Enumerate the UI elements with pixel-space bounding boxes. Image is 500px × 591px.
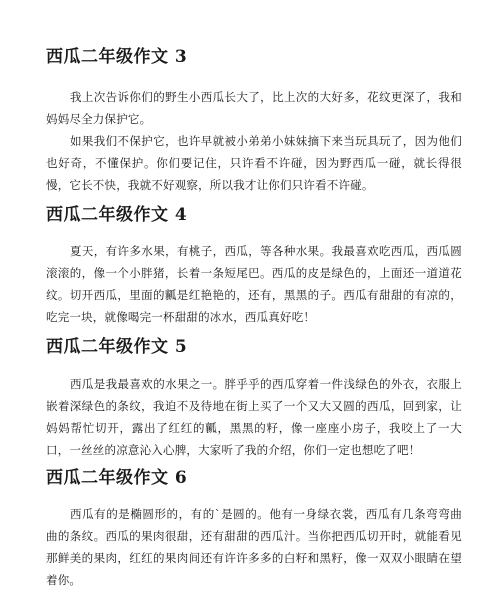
paragraph: 西瓜是我最喜欢的水果之一。胖乎乎的西瓜穿着一件浅绿色的外衣，衣服上嵌着深绿色的条纹，我迫不及待地在街上买了一个又大又圆的西瓜，回到家，让妈妈帮忙切开，露出了红红的瓤，黑黑的籽，像一座座小房子，我咬上了一大口，一丝丝的凉意沁入心脾，大家听了我的介绍，你们一定也想吃了吧！	[46, 377, 462, 457]
paragraph: 夏天，有许多水果，有桃子，西瓜，等各种水果。我最喜欢吃西瓜，西瓜圆滚滚的，像一个小胖猪，长着一条短尾巴。西瓜的皮是绿色的，上面还一道道花纹。切开西瓜，里面的瓤是红艳艳的，还有，黑黑的子。西瓜有甜甜的有凉的，吃完一块，就像喝完一杯甜甜的冰水，西瓜真好吃！	[46, 244, 462, 324]
section-heading: 西瓜二年级作文 6	[46, 468, 188, 488]
section-heading: 西瓜二年级作文 3	[46, 47, 188, 67]
section-heading: 西瓜二年级作文 4	[46, 205, 188, 225]
paragraph: 西瓜有的是椭圆形的，有的`是圆的。他有一身绿衣裳，西瓜有几条弯弯曲曲的条纹。西瓜的果肉很甜，还有甜甜的西瓜汁。当你把西瓜切开时，就能看见那鲜美的果肉，红红的果肉间还有许许多多的白籽和黑籽，像一双双小眼睛在望着你。	[46, 507, 462, 587]
section-heading: 西瓜二年级作文 5	[46, 337, 188, 357]
paragraph: 如果我们不保护它，也许早就被小弟弟小妹妹摘下来当玩具玩了，因为他们也好奇，不懂保护。你们要记住，只许看不许碰，因为野西瓜一碰，就长得很慢，它长不快，我就不好观察，所以我才让你们只许看不许碰。	[46, 134, 462, 192]
paragraph: 我上次告诉你们的野生小西瓜长大了，比上次的大好多，花纹更深了，我和妈妈尽全力保护它。	[46, 90, 462, 126]
